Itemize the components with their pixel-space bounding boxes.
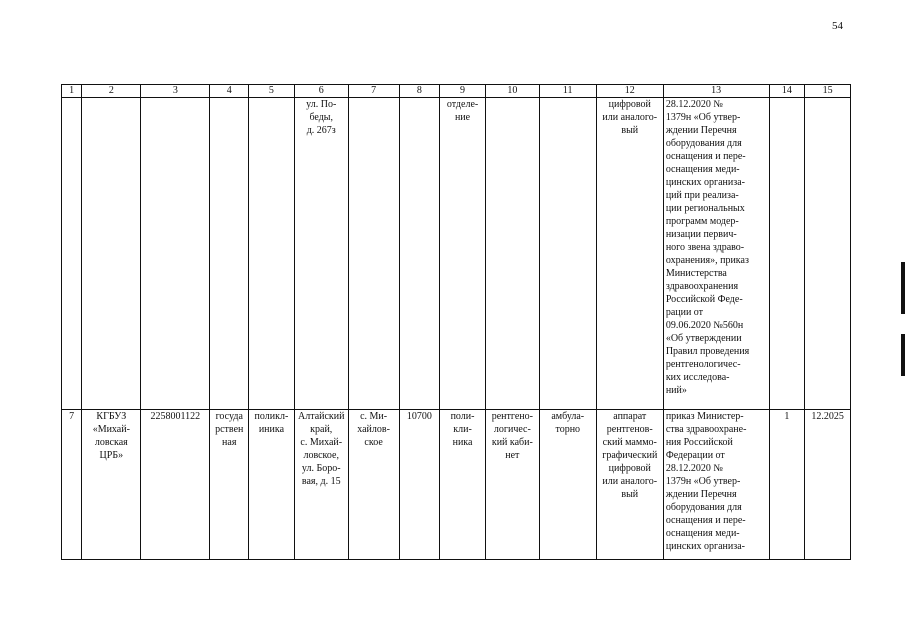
table-header-row: [62, 85, 851, 98]
cell-organization: КГБУЗ «Михай- ловская ЦРБ»: [82, 410, 141, 560]
cell-inn: 2258001122: [141, 410, 210, 560]
column-header: 12: [596, 85, 663, 98]
cell-quantity: 1: [769, 410, 805, 560]
column-header: 6: [294, 85, 348, 98]
table-row: [62, 410, 851, 560]
column-header: 15: [805, 85, 851, 98]
cell-equipment: аппарат рентгенов- ский маммо- графический цифровой или аналого- вый: [596, 410, 663, 560]
cell-address: ул. По- беды, д. 267з: [294, 98, 348, 410]
document-table: [61, 84, 851, 560]
column-header: 7: [348, 85, 399, 98]
cell-empty: [82, 98, 141, 410]
cell-equipment: цифровой или аналого- вый: [596, 98, 663, 410]
cell-empty: [210, 98, 249, 410]
column-header: 4: [210, 85, 249, 98]
cell-regulation: 28.12.2020 № 1379н «Об утвер- ждении Перечня оборудования для оснащения и пере- оснащения меди- цинских организа- ций при реализа- ции региональных программ модер- низации первич- ного звена здраво- охранения», приказ Министерства здравоохранения Российской Феде- рации от 09.06.2020 №560н «Об утверждении Правил проведения рентгенологичес- ких исследова- ний»: [663, 98, 769, 410]
cell-regulation: приказ Министер- ства здравоохране- ния Российской Федерации от 28.12.2020 № 1379н «Об утвер- ждении Перечня оборудования для оснащения и пере- оснащения меди- цинских организа-: [663, 410, 769, 560]
cell-room: рентгено- логичес- кий каби- нет: [485, 410, 539, 560]
cell-unit: отделе- ние: [440, 98, 486, 410]
column-header: 13: [663, 85, 769, 98]
cell-empty: [769, 98, 805, 410]
column-header: 8: [399, 85, 440, 98]
scan-edge-mark: [901, 262, 905, 314]
cell-care-form: амбула- торно: [539, 410, 596, 560]
cell-settlement: с. Ми- хайлов- ское: [348, 410, 399, 560]
column-header: 1: [62, 85, 82, 98]
cell-empty: [141, 98, 210, 410]
cell-empty: [249, 98, 295, 410]
cell-address: Алтайский край, с. Михай- ловское, ул. Боро- вая, д. 15: [294, 410, 348, 560]
cell-empty: [539, 98, 596, 410]
page-number: 54: [832, 20, 843, 32]
cell-empty: [485, 98, 539, 410]
scan-edge-mark: [901, 334, 905, 376]
column-header: 2: [82, 85, 141, 98]
column-header: 3: [141, 85, 210, 98]
column-header: 14: [769, 85, 805, 98]
cell-ownership: госуда рствен ная: [210, 410, 249, 560]
column-header: 9: [440, 85, 486, 98]
cell-population: 10700: [399, 410, 440, 560]
cell-empty: [805, 98, 851, 410]
cell-empty: [348, 98, 399, 410]
column-header: 5: [249, 85, 295, 98]
cell-number: 7: [62, 410, 82, 560]
cell-facility-type: поликл- иника: [249, 410, 295, 560]
cell-unit: поли- кли- ника: [440, 410, 486, 560]
column-header: 11: [539, 85, 596, 98]
cell-deadline: 12.2025: [805, 410, 851, 560]
column-header: 10: [485, 85, 539, 98]
cell-empty: [399, 98, 440, 410]
table-row-continued: [62, 98, 851, 410]
cell-empty: [62, 98, 82, 410]
